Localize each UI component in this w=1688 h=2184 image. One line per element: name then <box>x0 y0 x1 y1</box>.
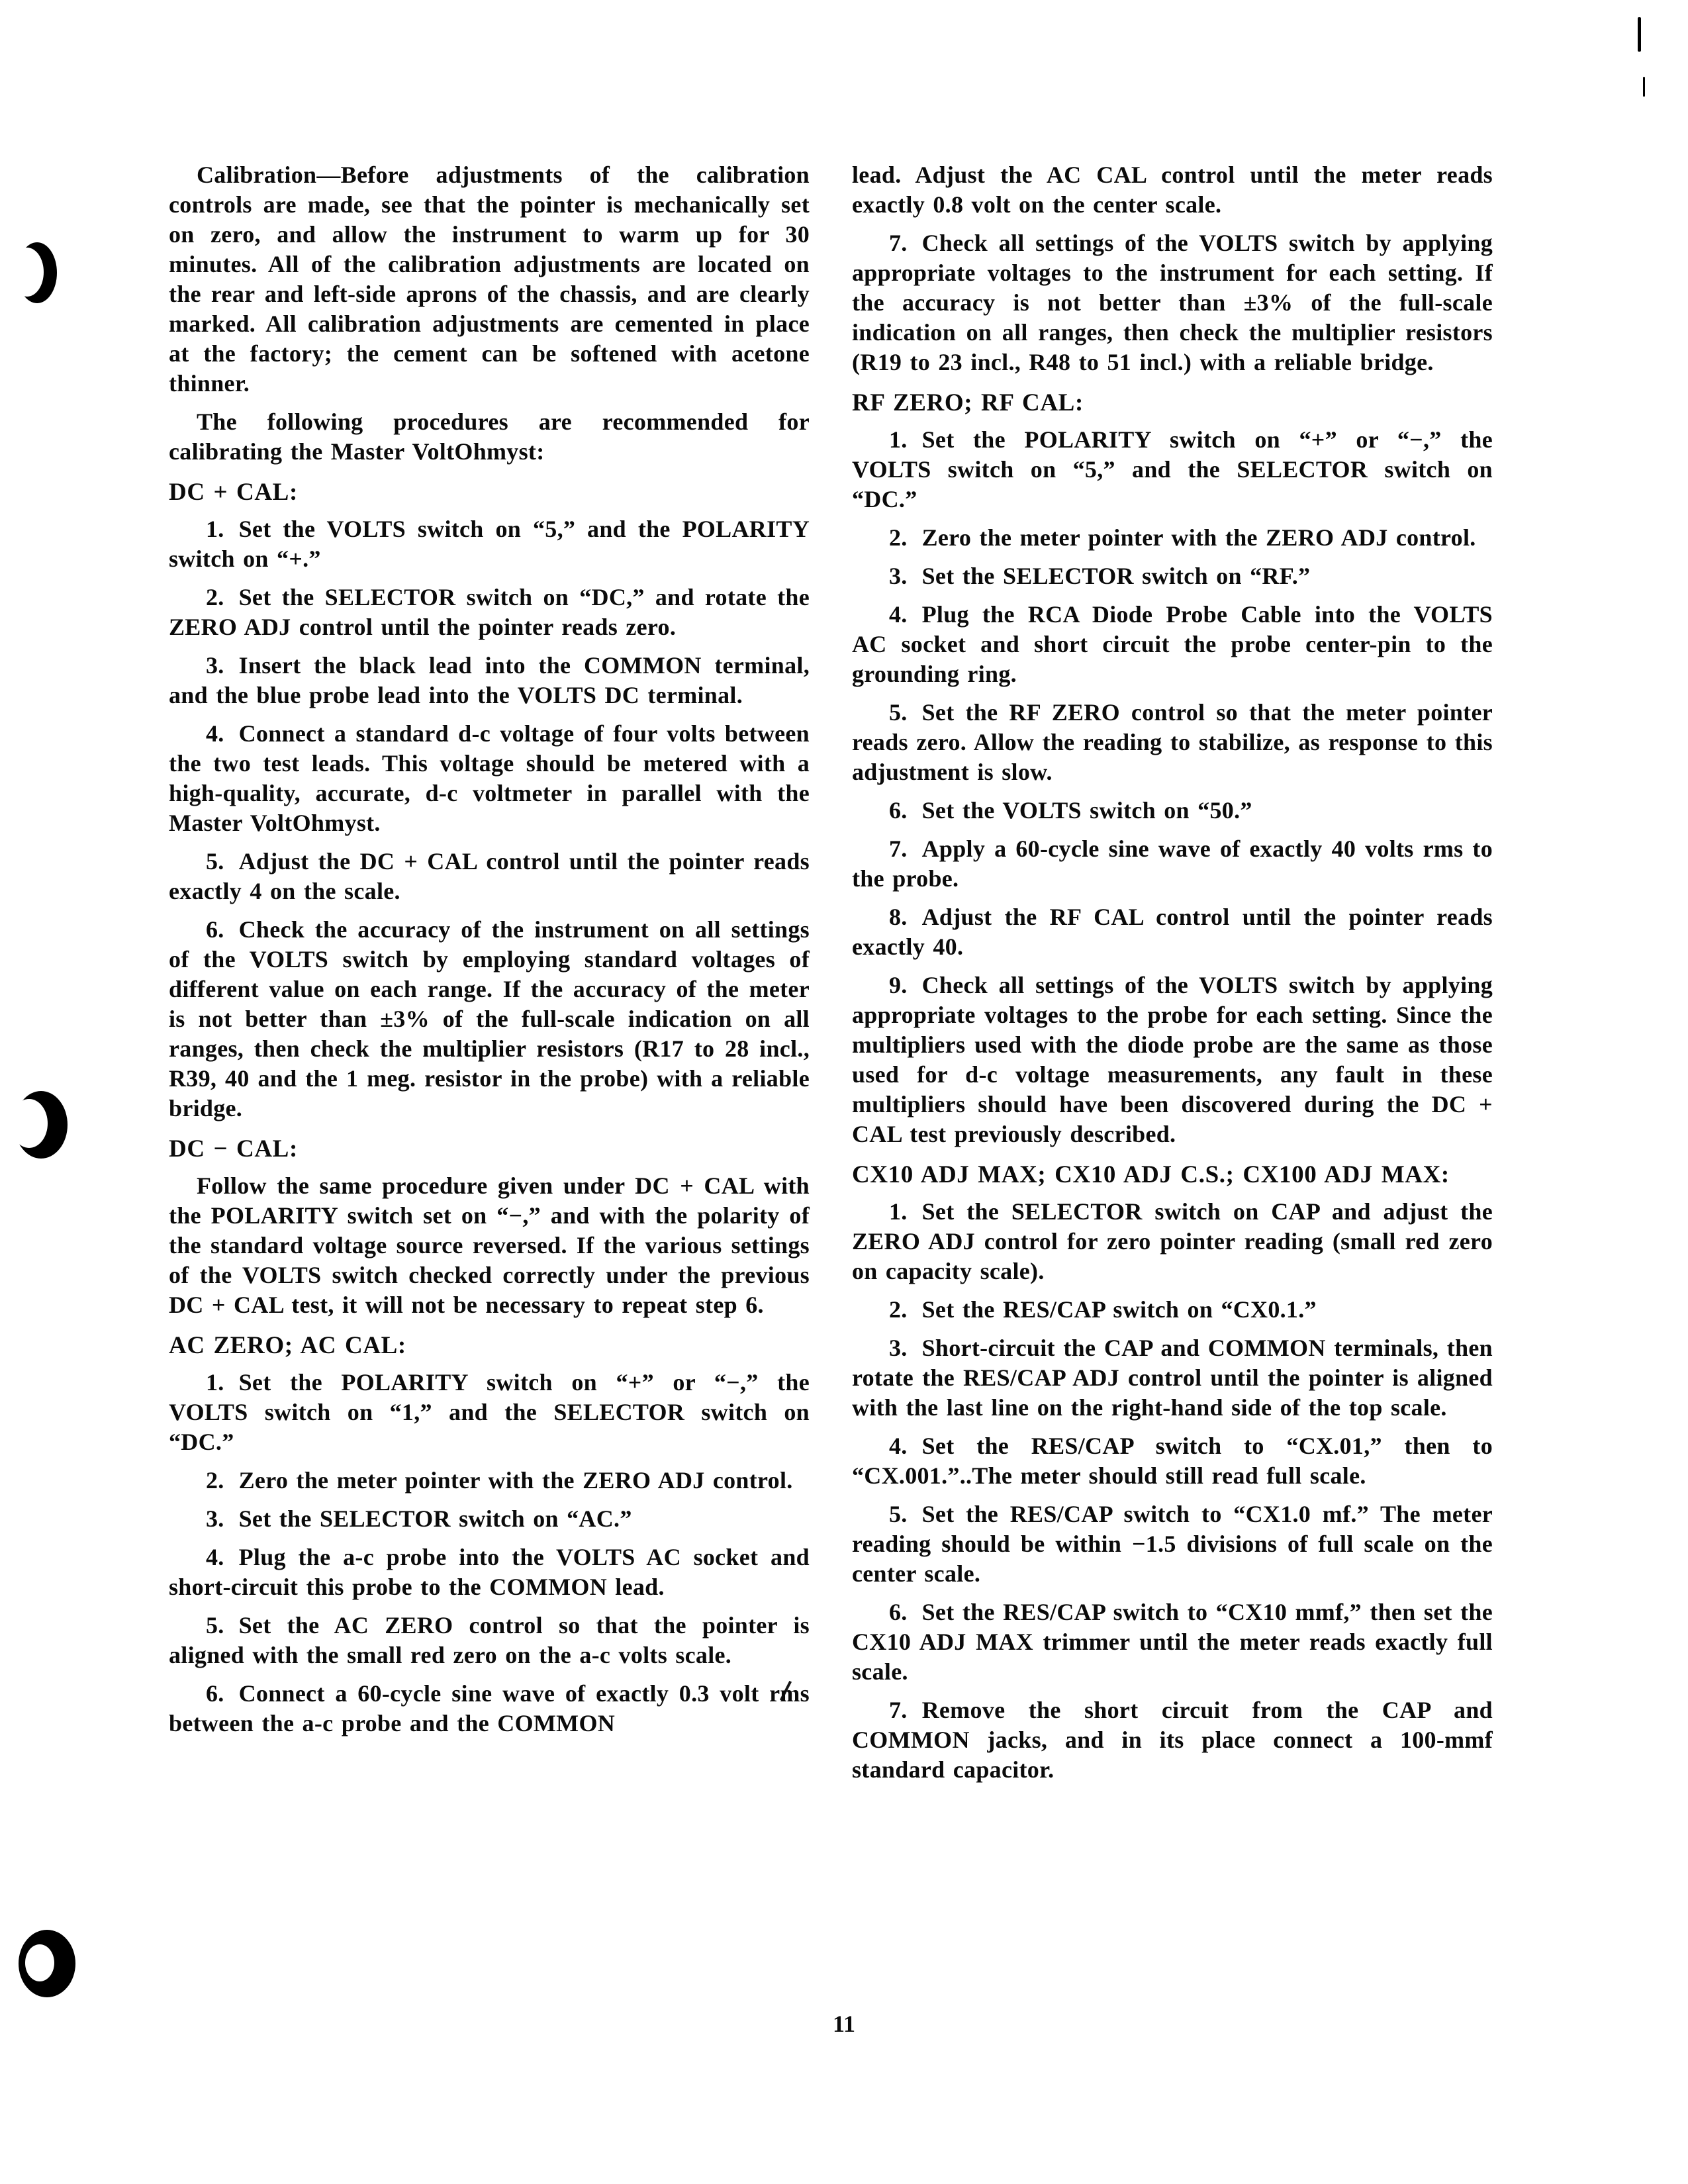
numbered-step <box>852 834 1493 894</box>
paragraph-text: —Before adjustments of the calibration controls are made, see that the pointer is mechanically set on zero, and allow the instrument to warm up for 30 minutes. All of the calibration adjustments are located on the rear and left-side aprons of the chassis, and are clearly marked. All calibration adjustments are cemented in place at the factory; the cement can be softened with acetone thinner. <box>169 162 810 397</box>
step-number: 7. <box>889 835 908 862</box>
step-number: 6. <box>889 797 908 824</box>
step-text: Set the SELECTOR switch on “DC,” and rotate the ZERO ADJ control until the pointer reads zero. <box>169 584 810 640</box>
step-text: Connect a 60-cycle sine wave of exactly 0.3 volt rms between the a-c probe and the COMMON <box>169 1680 810 1736</box>
step-number: 2. <box>206 584 224 610</box>
left-column <box>169 160 810 1747</box>
numbered-step <box>852 698 1493 787</box>
step-text: Set the RES/CAP switch to “CX.01,” then to “CX.001.”..The meter should still read full scale. <box>852 1433 1493 1489</box>
intro-paragraph <box>169 160 810 399</box>
page-number: 11 <box>832 2011 855 2037</box>
step-text: Set the SELECTOR switch on “RF.” <box>921 563 1311 589</box>
step-text: Set the POLARITY switch on “+” or “−,” the VOLTS switch on “1,” and the SELECTOR switch on “DC.” <box>169 1369 810 1455</box>
scan-artifact-mark <box>1638 17 1641 52</box>
step-number: 6. <box>206 916 224 943</box>
step-number: 2. <box>889 1296 908 1323</box>
procedures-paragraph: The following procedures are recommended for calibrating the Master VoltOhmyst: <box>169 408 810 465</box>
scan-artifact-mark <box>1643 77 1645 97</box>
step-text: Zero the meter pointer with the ZERO ADJ control. <box>921 524 1476 551</box>
step-text: Check all settings of the VOLTS switch by applying appropriate voltages to the probe for each setting. Since the multipliers used with the diode probe are the same as those used for d-c voltage measurements, any fault in these multipliers should have been discovered during the DC + CAL test previously described. <box>852 972 1493 1147</box>
step-text: Connect a standard d-c voltage of four volts between the two test leads. This voltage should be metered with a high-quality, accurate, d-c voltmeter in parallel with the Master VoltOhmyst. <box>169 720 810 836</box>
step-text: Set the AC ZERO control so that the pointer is aligned with the small red zero on the a-c volts scale. <box>169 1612 810 1668</box>
step-text: Set the POLARITY switch on “+” or “−,” the VOLTS switch on “5,” and the SELECTOR switch on “DC.” <box>852 426 1493 512</box>
dc-minus-paragraph: Follow the same procedure given under DC + CAL with the POLARITY switch set on “−,” and with the polarity of the standard voltage source reversed. If the various settings of the VOLTS switch checked correctly under the previous DC + CAL test, it will not be necessary to repeat step 6. <box>169 1172 810 1318</box>
numbered-step <box>169 1543 810 1602</box>
numbered-step <box>852 971 1493 1149</box>
step-number: 1. <box>206 1369 224 1396</box>
step-text: Apply a 60-cycle sine wave of exactly 40 volts rms to the probe. <box>852 835 1493 892</box>
step-text: Adjust the RF CAL control until the pointer reads exactly 40. <box>852 904 1493 960</box>
step-number: 4. <box>206 1544 224 1570</box>
numbered-step <box>852 1333 1493 1423</box>
step-text: Set the SELECTOR switch on CAP and adjust the ZERO ADJ control for zero pointer reading (small red zero on capacity scale). <box>852 1198 1493 1284</box>
step-number: 1. <box>889 426 908 453</box>
numbered-step <box>852 1431 1493 1491</box>
numbered-step <box>852 1499 1493 1589</box>
step-text: Insert the black lead into the COMMON terminal, and the blue probe lead into the VOLTS DC terminal. <box>169 652 810 708</box>
numbered-step <box>169 847 810 906</box>
step-text: Set the RES/CAP switch to “CX1.0 mf.” The meter reading should be within −1.5 divisions of full scale on the center scale. <box>852 1501 1493 1587</box>
step-text: Set the SELECTOR switch on “AC.” <box>238 1505 632 1532</box>
section-heading-dc-plus-cal: DC + CAL: <box>169 479 298 506</box>
step-text: Check all settings of the VOLTS switch by applying appropriate voltages to the instrument for each setting. If the accuracy is not better than ±3% of the full-scale indication on all ranges, then check the multiplier resistors (R19 to 23 incl., R48 to 51 incl.) with a reliable bridge. <box>852 230 1493 375</box>
step-number: 5. <box>889 1501 908 1527</box>
numbered-step <box>852 902 1493 962</box>
right-column <box>852 160 1493 1793</box>
step-number: 7. <box>889 1697 908 1723</box>
step-text: Set the VOLTS switch on “5,” and the POLARITY switch on “+.” <box>169 516 810 572</box>
numbered-step <box>169 1504 810 1534</box>
step-number: 9. <box>889 972 908 998</box>
section-heading-cx10-adj: CX10 ADJ MAX; CX10 ADJ C.S.; CX100 ADJ MAX: <box>852 1161 1450 1188</box>
step-text: Set the RF ZERO control so that the meter pointer reads zero. Allow the reading to stabilize, as response to this adjustment is slow. <box>852 699 1493 785</box>
step-number: 3. <box>889 563 908 589</box>
numbered-step <box>169 651 810 710</box>
step-text: Plug the a-c probe into the VOLTS AC socket and short-circuit this probe to the COMMON lead. <box>169 1544 810 1600</box>
step-number: 5. <box>889 699 908 726</box>
step-text: Remove the short circuit from the CAP and COMMON jacks, and in its place connect a 100-mmf standard capacitor. <box>852 1697 1493 1783</box>
numbered-step <box>852 1295 1493 1325</box>
numbered-step <box>169 514 810 574</box>
numbered-step <box>169 583 810 642</box>
numbered-step <box>852 1197 1493 1286</box>
step-number: 3. <box>206 1505 224 1532</box>
numbered-step <box>852 523 1493 553</box>
numbered-step <box>169 719 810 838</box>
step-number: 1. <box>206 516 224 542</box>
section-heading-dc-minus-cal: DC − CAL: <box>169 1135 298 1163</box>
step-text: Plug the RCA Diode Probe Cable into the VOLTS AC socket and short circuit the probe center-pin to the grounding ring. <box>852 601 1493 687</box>
numbered-step <box>852 1695 1493 1785</box>
step-text: Check the accuracy of the instrument on all settings of the VOLTS switch by employing standard voltages of different value on each range. If the accuracy of the meter is not better than ±3% of the full-scale indication on all ranges, then check the multiplier resistors (R17 to 28 incl., R39, 40 and the 1 meg. resistor in the probe) with a reliable bridge. <box>169 916 810 1121</box>
step-number: 7. <box>889 230 908 256</box>
section-heading-rf-zero-rf-cal: RF ZERO; RF CAL: <box>852 389 1084 416</box>
step-number: 6. <box>206 1680 224 1707</box>
step-number: 3. <box>889 1335 908 1361</box>
step-text: Set the RES/CAP switch on “CX0.1.” <box>921 1296 1317 1323</box>
numbered-step <box>852 1597 1493 1687</box>
numbered-step <box>169 1611 810 1670</box>
numbered-step <box>852 796 1493 826</box>
step-number: 4. <box>889 1433 908 1459</box>
numbered-step <box>852 228 1493 377</box>
step-text: Zero the meter pointer with the ZERO ADJ control. <box>238 1467 793 1494</box>
step-number: 3. <box>206 652 224 679</box>
step-number: 2. <box>206 1467 224 1494</box>
step-text: Adjust the DC + CAL control until the pointer reads exactly 4 on the scale. <box>169 848 810 904</box>
numbered-step <box>169 1679 810 1738</box>
numbered-step <box>852 425 1493 514</box>
step-text: Set the VOLTS switch on “50.” <box>921 797 1252 824</box>
step-number: 4. <box>206 720 224 747</box>
step-number: 2. <box>889 524 908 551</box>
numbered-step <box>852 561 1493 591</box>
step-number: 4. <box>889 601 908 628</box>
numbered-step <box>852 600 1493 689</box>
step-number: 5. <box>206 848 224 875</box>
step-number: 5. <box>206 1612 224 1638</box>
paragraph-lead-word: Calibration <box>197 162 317 188</box>
numbered-step <box>169 915 810 1123</box>
continuation-paragraph: lead. Adjust the AC CAL control until the meter reads exactly 0.8 volt on the center scale. <box>852 162 1493 218</box>
step-number: 6. <box>889 1599 908 1625</box>
step-number: 8. <box>889 904 908 930</box>
step-number: 1. <box>889 1198 908 1225</box>
numbered-step <box>169 1466 810 1496</box>
section-heading-ac-zero-ac-cal: AC ZERO; AC CAL: <box>169 1332 406 1359</box>
numbered-step <box>169 1368 810 1457</box>
step-text: Set the RES/CAP switch to “CX10 mmf,” then set the CX10 ADJ MAX trimmer until the meter reads exactly full scale. <box>852 1599 1493 1685</box>
step-text: Short-circuit the CAP and COMMON terminals, then rotate the RES/CAP ADJ control until the pointer is aligned with the last line on the right-hand side of the top scale. <box>852 1335 1493 1421</box>
